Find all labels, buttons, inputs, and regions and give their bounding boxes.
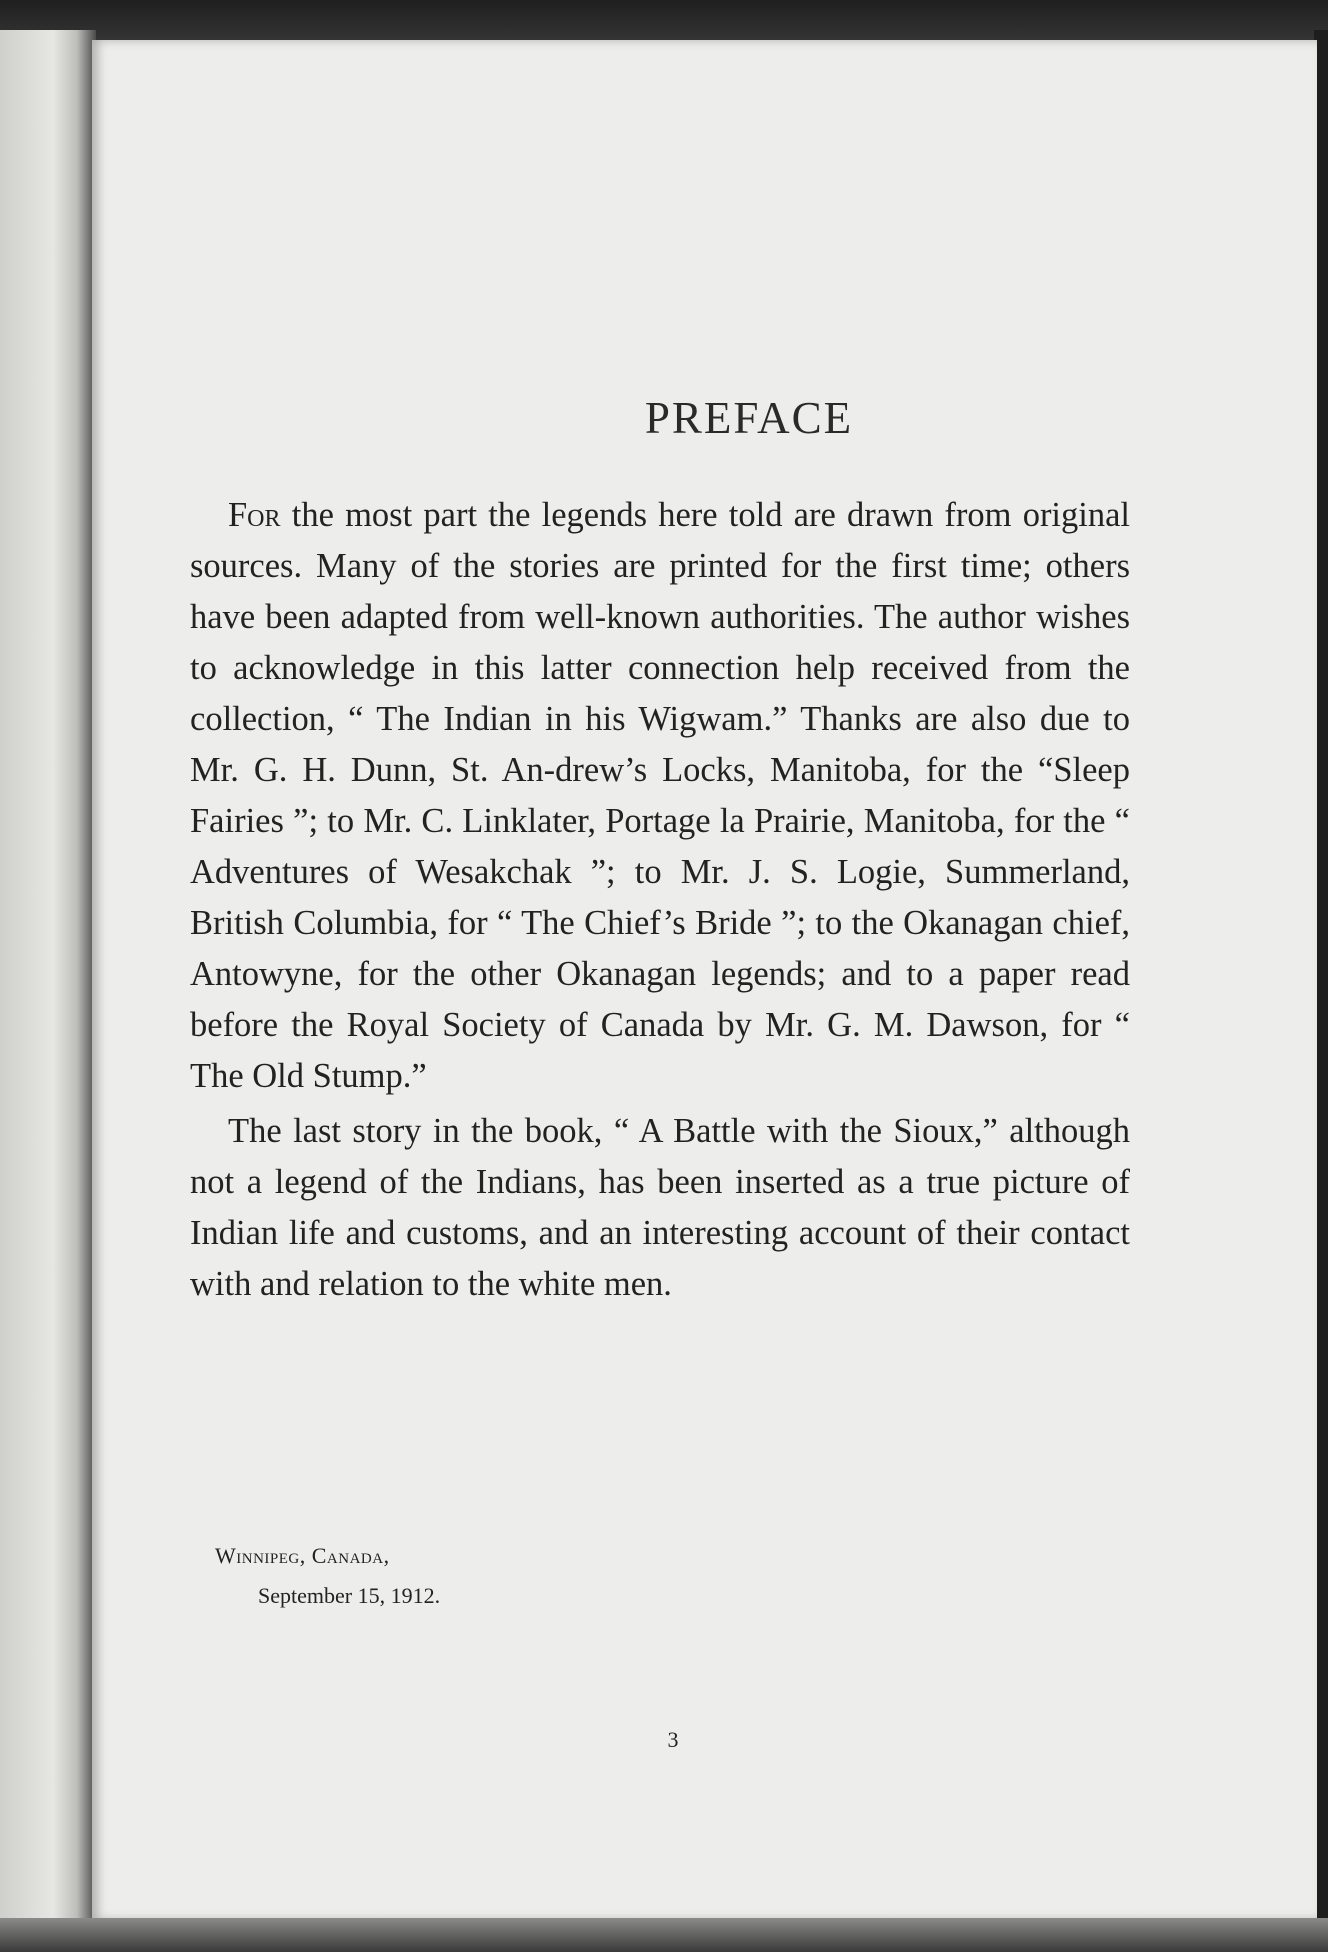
page-number: 3 [667, 1727, 679, 1752]
signature-date: September 15, 1912. [258, 1583, 441, 1608]
signature-place: Winnipeg, Canada, [215, 1543, 390, 1568]
preface-body [190, 490, 1130, 1310]
scan-bottom-border [0, 1918, 1328, 1952]
paragraph-2: The last story in the book, “ A Battle with the Sioux,” although not a legend of the Indians, has been inserted as a true picture of Indian life and customs, and an interesting account of their contact with and relation to the white men. [190, 1112, 1130, 1303]
paragraph-1 [190, 490, 1130, 1102]
book-spine [0, 30, 96, 1930]
paragraph-1-text: the most part the legends here told are drawn from original sources. Many of the stories are printed for the first time; others have been adapted from well-known authorities. The author wishes to acknowledge in this latter connection help received from the collection, “ The Indian in his Wigwam.” Thanks are also due to Mr. G. H. Dunn, St. An-drew’s Locks, Manitoba, for the “Sleep Fairies ”; to Mr. C. Linklater, Portage la Prairie, Manitoba, for the “ Adventures of Wesakchak ”; to Mr. J. S. Logie, Summerland, British Columbia, for “ The Chief’s Bride ”; to the Okanagan chief, Antowyne, for the other Okanagan legends; and to a paper read before the Royal Society of Canada by Mr. G. M. Dawson, for “ The Old Stump.” [190, 496, 1130, 1095]
paragraph-1-lead: For [228, 496, 281, 534]
page-title: PREFACE [644, 393, 854, 443]
